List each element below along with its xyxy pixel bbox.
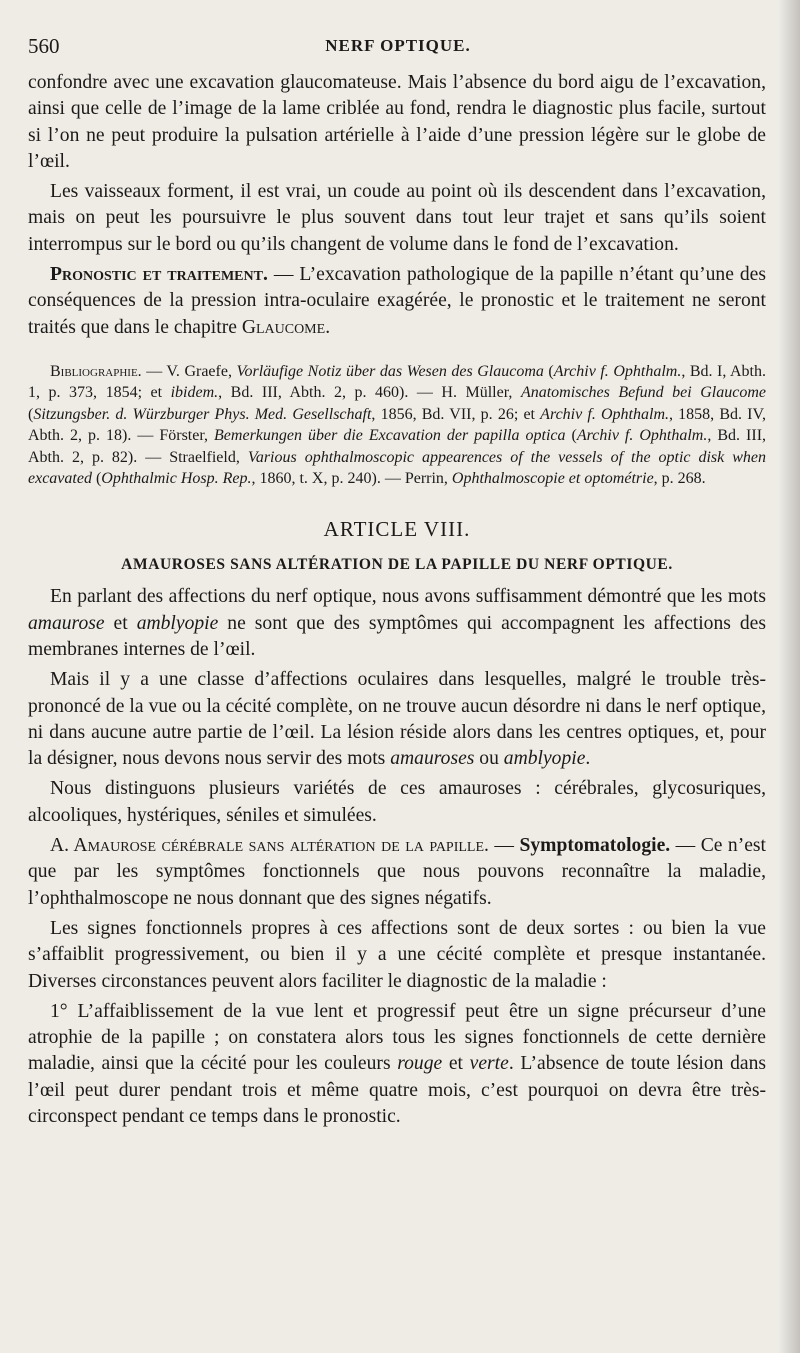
- bib-text: , 1856, Bd. VII, p. 26; et: [371, 405, 541, 423]
- bibliography: [28, 361, 766, 489]
- para-text: et: [442, 1053, 470, 1075]
- prognosis-end: .: [325, 316, 331, 338]
- bib-title: Archiv f. Ophthalm.: [540, 405, 670, 423]
- bib-text: — V. Graefe,: [141, 362, 237, 380]
- page-number: 560: [28, 34, 60, 58]
- paragraph-progressive-weakening: [28, 999, 766, 1130]
- term-rouge: rouge: [397, 1053, 443, 1075]
- para-text: . L’absence de toute lésion dans l’œil peut durer pendant trois et même quatre mois, c’est pourquoi on devra être très-circonspect pendant ce temps dans le pronostic.: [28, 1053, 767, 1128]
- paragraph-excavation-diagnosis: confondre avec une excavation glaucomateuse. Mais l’absence du bord aigu de l’excavation, ainsi que celle de l’image de la lame criblée au fond, rendra le diagnostic plus facile, surtout si l’on ne peut produire la pulsation artérielle à l’aide d’une pression légère sur le globe de l’œil.: [28, 72, 766, 172]
- para-text: ne sont que des symptômes qui accompagnent les affections des membranes internes de l’œil.: [28, 612, 767, 660]
- bib-title: Anatomisches Befund bei Glaucome: [520, 384, 767, 402]
- bib-title: Ophthalmic Hosp. Rep.: [101, 470, 252, 487]
- para-text: 1° L’affaiblissement de la vue lent et progressif peut être un signe précurseur d’une atrophie de la papille ; on constatera alors tous les signes fonctionnels de cette dernière maladie, ainsi que la cécité pour les couleurs: [28, 1000, 766, 1075]
- paragraph-amaurose-definition: [28, 584, 766, 663]
- bib-text: (: [91, 470, 102, 487]
- article-title: ARTICLE VIII.: [323, 517, 471, 542]
- section-label-prognosis: Pronostic et traitement.: [50, 264, 268, 286]
- bibliography-label: Bibliographie.: [50, 362, 142, 380]
- paragraph-affection-class: [28, 667, 766, 772]
- bib-text: (: [543, 362, 554, 380]
- term-amaurose: amaurose: [28, 612, 105, 634]
- paragraph-vessels: Les vaisseaux forment, il est vrai, un coude au point où ils descendent dans l’excavation, mais on peut les poursuivre le plus souvent dans tout leur trajet et sans qu’ils soient interrompus sur le bord ou qu’ils changent de volume dans le fond de l’excavation.: [28, 181, 766, 255]
- term-amblyopie: amblyopie: [136, 612, 219, 634]
- para-text: ou: [474, 748, 504, 770]
- paragraph-cerebral-amaurose: [28, 833, 766, 912]
- page-edge-shadow: [778, 0, 800, 1353]
- bib-title: Archiv f. Ophthalm.: [576, 427, 708, 445]
- bib-text: , p. 268.: [653, 470, 706, 487]
- page-header: [28, 34, 768, 64]
- bib-title: Vorläufige Notiz über das Wesen des Glaucoma: [236, 362, 544, 380]
- bib-text: , 1858, Bd. IV, Abth. 2, p. 18). — Förster,: [28, 405, 767, 445]
- bib-title: Ophthalmoscopie et optométrie: [451, 470, 654, 487]
- page-body: [28, 70, 766, 1130]
- para-text: Mais il y a une classe d’affections oculaires dans lesquelles, malgré le trouble très-prononcé de la vue ou la cécité complète, on ne trouve aucun désordre ni dans le nerf optique, ni dans aucune autre partie de l’œil. La lésion réside alors dans les centres optiques, et, pour la désigner, nous devons nous servir des mots: [28, 669, 766, 770]
- bib-title: Archiv f. Ophthalm.: [553, 362, 682, 380]
- bib-title: ibidem.: [170, 384, 219, 402]
- paragraph-prognosis: [28, 262, 766, 341]
- para-text: En parlant des affections du nerf optique, nous avons suffisamment démontré que les mots: [50, 586, 766, 608]
- bib-text: , 1860, t. X, p. 240). — Perrin,: [251, 470, 452, 487]
- bib-title: Bemerkungen über die Excavation der papilla optica: [214, 427, 566, 445]
- bib-text: , Bd. I, Abth. 1, p. 373, 1854; et: [28, 362, 766, 402]
- paragraph-varieties: Nous distinguons plusieurs variétés de ces amauroses : cérébrales, glycosuriques, alcooliques, hystériques, séniles et simulées.: [28, 778, 766, 826]
- bib-title: Various ophthalmoscopic appearences of the vessels of the optic disk when excavated: [28, 448, 767, 487]
- paragraph-functional-signs: Les signes fonctionnels propres à ces affections sont de deux sortes : ou bien la vue s’affaiblit progressivement, ou bien il y a une cécité complète et presque instantanée. Diverses circonstances peuvent alors faciliter le diagnostic de la maladie :: [28, 917, 766, 992]
- bib-text: , Bd. III, Abth. 2, p. 460). — H. Müller,: [218, 384, 521, 402]
- para-text: et: [104, 612, 137, 634]
- para-text: — Ce n’est que par les symptômes fonctionnels que nous pouvons reconnaître la maladie, l’ophthalmoscope ne nous donnant que des signes négatifs.: [28, 835, 766, 909]
- bib-title: Sitzungsber. d. Würzburger Phys. Med. Gesellschaft: [33, 405, 372, 423]
- article-subtitle: AMAUROSES SANS ALTÉRATION DE LA PAPILLE DU NERF OPTIQUE.: [121, 556, 673, 574]
- bib-text: (: [565, 427, 577, 445]
- term-verte: verte: [469, 1053, 509, 1075]
- glaucome-reference: Glaucome: [241, 316, 326, 338]
- section-label-symptomatology: Symptomatologie.: [519, 835, 671, 857]
- bib-text: (: [28, 405, 34, 423]
- prognosis-text: — L’excavation pathologique de la papille n’étant qu’une des conséquences de la pression intra-oculaire exagérée, le pronostic et le traitement ne seront traités que dans le chapitre: [28, 264, 766, 338]
- para-text: .: [585, 748, 591, 770]
- running-title: NERF OPTIQUE.: [325, 36, 471, 55]
- term-amblyopie: amblyopie: [503, 748, 586, 770]
- para-text: —: [488, 835, 520, 857]
- term-amauroses: amauroses: [390, 748, 475, 770]
- bib-text: , Bd. III, Abth. 2, p. 82). — Straelfield,: [28, 427, 767, 466]
- section-heading-cerebral: A. Amaurose cérébrale sans altération de la papille.: [50, 835, 489, 857]
